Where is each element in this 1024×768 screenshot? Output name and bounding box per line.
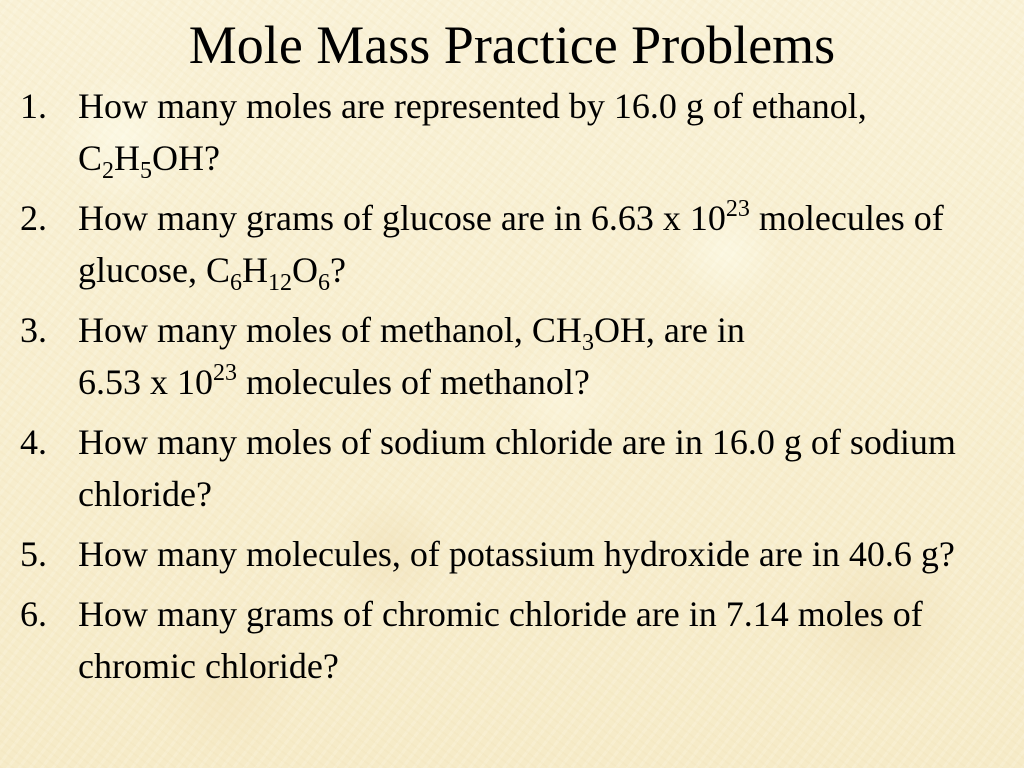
problem-text: How many grams of chromic chloride are in 7.14 moles of chromic chloride?	[78, 594, 923, 686]
problem-text: 6.53 x 10	[78, 362, 213, 402]
problem-number: 5.	[20, 534, 47, 574]
problem-item-6	[0, 588, 1024, 692]
subscript: 12	[267, 270, 292, 296]
problem-number: 6.	[20, 594, 47, 634]
problem-text: How many molecules, of potassium hydroxide are in 40.6 g?	[78, 534, 955, 574]
problem-number: 1.	[20, 86, 47, 126]
superscript: 23	[213, 360, 237, 386]
problem-text: molecules of methanol?	[237, 362, 590, 402]
problem-text: OH, are in	[593, 310, 745, 350]
superscript: 23	[725, 196, 750, 222]
problem-text: How many moles of sodium chloride are in 16.0 g of sodium chloride?	[78, 422, 956, 514]
problem-text: How many grams of glucose are in 6.63 x 10	[78, 198, 726, 238]
problem-text: ?	[329, 250, 346, 290]
problem-text: How many moles of methanol, CH	[78, 310, 582, 350]
problem-text: O	[291, 250, 318, 290]
problem-text: H	[114, 138, 141, 178]
subscript: 6	[229, 270, 242, 296]
problem-number: 2.	[20, 198, 47, 238]
subscript: 2	[102, 158, 115, 184]
slide-title: Mole Mass Practice Problems	[188, 15, 836, 75]
problem-item-5	[0, 528, 1024, 580]
problem-text: molecules of glucose, C	[78, 198, 944, 290]
problem-item-2	[0, 192, 1024, 296]
problem-item-4	[0, 416, 1024, 520]
problem-number: 4.	[20, 422, 47, 462]
subscript: 3	[581, 330, 594, 356]
problem-item-1	[0, 80, 1024, 184]
problem-text: OH?	[152, 138, 220, 178]
problem-text: How many moles are represented by 16.0 g of ethanol, C	[78, 86, 867, 178]
subscript: 6	[317, 270, 330, 296]
problem-text: H	[241, 250, 268, 290]
problem-item-3	[0, 304, 1024, 408]
subscript: 5	[140, 158, 153, 184]
problem-list	[0, 80, 1024, 700]
problem-number: 3.	[20, 310, 47, 350]
